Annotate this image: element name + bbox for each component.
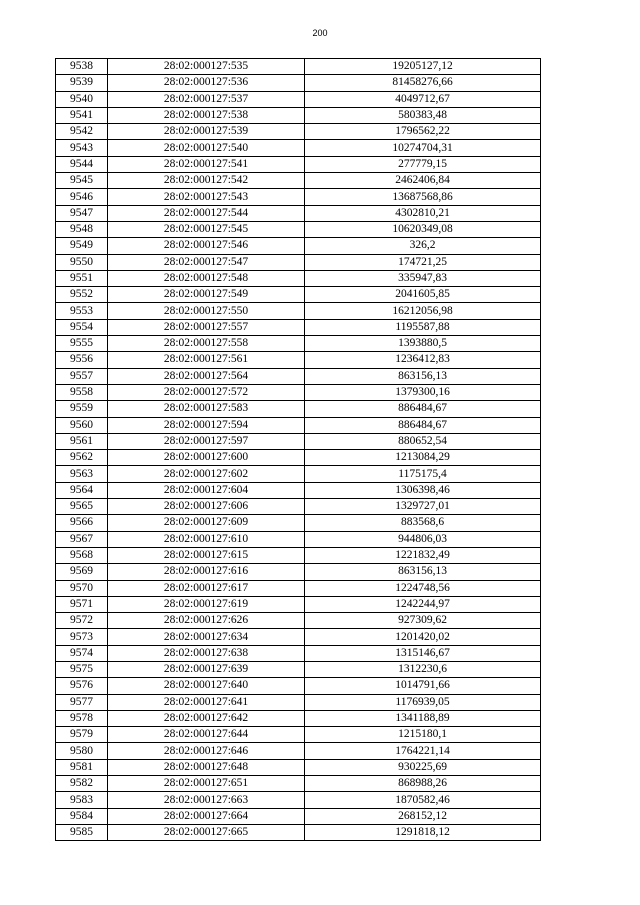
row-number-cell: 9543 <box>56 140 108 156</box>
value-cell: 277779,15 <box>305 156 541 172</box>
cadastral-number-cell: 28:02:000127:541 <box>108 156 305 172</box>
value-cell: 16212056,98 <box>305 303 541 319</box>
row-number-cell: 9540 <box>56 91 108 107</box>
value-cell: 927309,62 <box>305 613 541 629</box>
row-number-cell: 9552 <box>56 287 108 303</box>
row-number-cell: 9541 <box>56 107 108 123</box>
value-cell: 4049712,67 <box>305 91 541 107</box>
row-number-cell: 9576 <box>56 678 108 694</box>
row-number-cell: 9582 <box>56 776 108 792</box>
table-row <box>56 792 541 808</box>
table-row <box>56 401 541 417</box>
table-row <box>56 238 541 254</box>
table-row <box>56 776 541 792</box>
row-number-cell: 9565 <box>56 499 108 515</box>
row-number-cell: 9562 <box>56 450 108 466</box>
row-number-cell: 9584 <box>56 808 108 824</box>
table-row <box>56 336 541 352</box>
row-number-cell: 9557 <box>56 368 108 384</box>
table-row <box>56 156 541 172</box>
cadastral-number-cell: 28:02:000127:561 <box>108 352 305 368</box>
row-number-cell: 9563 <box>56 466 108 482</box>
value-cell: 1014791,66 <box>305 678 541 694</box>
cadastral-number-cell: 28:02:000127:549 <box>108 287 305 303</box>
cadastral-number-cell: 28:02:000127:545 <box>108 221 305 237</box>
cadastral-number-cell: 28:02:000127:546 <box>108 238 305 254</box>
value-cell: 1329727,01 <box>305 499 541 515</box>
row-number-cell: 9539 <box>56 75 108 91</box>
cadastral-number-cell: 28:02:000127:537 <box>108 91 305 107</box>
cadastral-number-cell: 28:02:000127:604 <box>108 482 305 498</box>
cadastral-number-cell: 28:02:000127:638 <box>108 645 305 661</box>
row-number-cell: 9560 <box>56 417 108 433</box>
value-cell: 1341188,89 <box>305 710 541 726</box>
row-number-cell: 9569 <box>56 564 108 580</box>
value-cell: 863156,13 <box>305 368 541 384</box>
row-number-cell: 9546 <box>56 189 108 205</box>
row-number-cell: 9579 <box>56 727 108 743</box>
value-cell: 174721,25 <box>305 254 541 270</box>
row-number-cell: 9555 <box>56 336 108 352</box>
cadastral-number-cell: 28:02:000127:583 <box>108 401 305 417</box>
value-cell: 944806,03 <box>305 531 541 547</box>
row-number-cell: 9559 <box>56 401 108 417</box>
cadastral-number-cell: 28:02:000127:544 <box>108 205 305 221</box>
value-cell: 1379300,16 <box>305 384 541 400</box>
table-row <box>56 727 541 743</box>
cadastral-number-cell: 28:02:000127:550 <box>108 303 305 319</box>
row-number-cell: 9545 <box>56 173 108 189</box>
row-number-cell: 9550 <box>56 254 108 270</box>
value-cell: 880652,54 <box>305 433 541 449</box>
table-row <box>56 580 541 596</box>
row-number-cell: 9556 <box>56 352 108 368</box>
table-row <box>56 75 541 91</box>
page-number: 200 <box>312 28 328 38</box>
table-row <box>56 694 541 710</box>
cadastral-number-cell: 28:02:000127:640 <box>108 678 305 694</box>
table-row <box>56 678 541 694</box>
row-number-cell: 9544 <box>56 156 108 172</box>
cadastral-number-cell: 28:02:000127:602 <box>108 466 305 482</box>
cadastral-number-cell: 28:02:000127:610 <box>108 531 305 547</box>
row-number-cell: 9548 <box>56 221 108 237</box>
table-row <box>56 482 541 498</box>
table-row <box>56 368 541 384</box>
table-row <box>56 466 541 482</box>
cadastral-number-cell: 28:02:000127:641 <box>108 694 305 710</box>
row-number-cell: 9567 <box>56 531 108 547</box>
cadastral-number-cell: 28:02:000127:664 <box>108 808 305 824</box>
table-row <box>56 91 541 107</box>
value-cell: 335947,83 <box>305 270 541 286</box>
cadastral-number-cell: 28:02:000127:538 <box>108 107 305 123</box>
value-cell: 930225,69 <box>305 759 541 775</box>
value-cell: 10274704,31 <box>305 140 541 156</box>
cadastral-number-cell: 28:02:000127:616 <box>108 564 305 580</box>
row-number-cell: 9578 <box>56 710 108 726</box>
value-cell: 1221832,49 <box>305 547 541 563</box>
row-number-cell: 9583 <box>56 792 108 808</box>
value-cell: 1236412,83 <box>305 352 541 368</box>
table-row <box>56 710 541 726</box>
table-row <box>56 107 541 123</box>
row-number-cell: 9585 <box>56 824 108 840</box>
table-row <box>56 515 541 531</box>
table-row <box>56 547 541 563</box>
row-number-cell: 9581 <box>56 759 108 775</box>
cadastral-number-cell: 28:02:000127:617 <box>108 580 305 596</box>
cadastral-number-cell: 28:02:000127:642 <box>108 710 305 726</box>
table-row <box>56 661 541 677</box>
table-row <box>56 254 541 270</box>
table-row <box>56 824 541 840</box>
cadastral-number-cell: 28:02:000127:597 <box>108 433 305 449</box>
table-row <box>56 319 541 335</box>
cadastral-number-cell: 28:02:000127:639 <box>108 661 305 677</box>
value-cell: 1796562,22 <box>305 124 541 140</box>
row-number-cell: 9568 <box>56 547 108 563</box>
table-row <box>56 384 541 400</box>
row-number-cell: 9549 <box>56 238 108 254</box>
table-row <box>56 531 541 547</box>
value-cell: 1315146,67 <box>305 645 541 661</box>
value-cell: 1306398,46 <box>305 482 541 498</box>
table-row <box>56 352 541 368</box>
value-cell: 886484,67 <box>305 417 541 433</box>
table-row <box>56 596 541 612</box>
table-row <box>56 205 541 221</box>
cadastral-number-cell: 28:02:000127:619 <box>108 596 305 612</box>
value-cell: 268152,12 <box>305 808 541 824</box>
value-cell: 2462406,84 <box>305 173 541 189</box>
value-cell: 4302810,21 <box>305 205 541 221</box>
table-row <box>56 759 541 775</box>
row-number-cell: 9577 <box>56 694 108 710</box>
cadastral-number-cell: 28:02:000127:547 <box>108 254 305 270</box>
value-cell: 1393880,5 <box>305 336 541 352</box>
value-cell: 81458276,66 <box>305 75 541 91</box>
value-cell: 10620349,08 <box>305 221 541 237</box>
cadastral-number-cell: 28:02:000127:557 <box>108 319 305 335</box>
row-number-cell: 9566 <box>56 515 108 531</box>
table-row <box>56 140 541 156</box>
row-number-cell: 9570 <box>56 580 108 596</box>
value-cell: 2041605,85 <box>305 287 541 303</box>
value-cell: 863156,13 <box>305 564 541 580</box>
cadastral-number-cell: 28:02:000127:665 <box>108 824 305 840</box>
table-row <box>56 645 541 661</box>
cadastral-number-cell: 28:02:000127:572 <box>108 384 305 400</box>
cadastral-number-cell: 28:02:000127:536 <box>108 75 305 91</box>
cadastral-value-table <box>55 58 541 841</box>
cadastral-number-cell: 28:02:000127:600 <box>108 450 305 466</box>
row-number-cell: 9558 <box>56 384 108 400</box>
value-cell: 1312230,6 <box>305 661 541 677</box>
cadastral-number-cell: 28:02:000127:543 <box>108 189 305 205</box>
row-number-cell: 9547 <box>56 205 108 221</box>
value-cell: 1224748,56 <box>305 580 541 596</box>
cadastral-number-cell: 28:02:000127:646 <box>108 743 305 759</box>
row-number-cell: 9561 <box>56 433 108 449</box>
cadastral-number-cell: 28:02:000127:648 <box>108 759 305 775</box>
value-cell: 868988,26 <box>305 776 541 792</box>
row-number-cell: 9564 <box>56 482 108 498</box>
table-row <box>56 303 541 319</box>
table-row <box>56 417 541 433</box>
table-row <box>56 499 541 515</box>
cadastral-number-cell: 28:02:000127:663 <box>108 792 305 808</box>
value-cell: 1764221,14 <box>305 743 541 759</box>
row-number-cell: 9542 <box>56 124 108 140</box>
row-number-cell: 9575 <box>56 661 108 677</box>
table-row <box>56 221 541 237</box>
cadastral-number-cell: 28:02:000127:540 <box>108 140 305 156</box>
value-cell: 1201420,02 <box>305 629 541 645</box>
cadastral-number-cell: 28:02:000127:615 <box>108 547 305 563</box>
row-number-cell: 9580 <box>56 743 108 759</box>
table-row <box>56 124 541 140</box>
cadastral-number-cell: 28:02:000127:564 <box>108 368 305 384</box>
value-cell: 1213084,29 <box>305 450 541 466</box>
cadastral-number-cell: 28:02:000127:542 <box>108 173 305 189</box>
value-cell: 1242244,97 <box>305 596 541 612</box>
table-row <box>56 59 541 75</box>
table-row <box>56 287 541 303</box>
value-cell: 1195587,88 <box>305 319 541 335</box>
value-cell: 883568,6 <box>305 515 541 531</box>
table-row <box>56 613 541 629</box>
row-number-cell: 9554 <box>56 319 108 335</box>
value-cell: 13687568,86 <box>305 189 541 205</box>
table-body <box>56 59 541 841</box>
cadastral-number-cell: 28:02:000127:594 <box>108 417 305 433</box>
table-row <box>56 189 541 205</box>
table-row <box>56 173 541 189</box>
value-cell: 1215180,1 <box>305 727 541 743</box>
value-cell: 1291818,12 <box>305 824 541 840</box>
cadastral-number-cell: 28:02:000127:539 <box>108 124 305 140</box>
value-cell: 19205127,12 <box>305 59 541 75</box>
row-number-cell: 9572 <box>56 613 108 629</box>
cadastral-number-cell: 28:02:000127:634 <box>108 629 305 645</box>
row-number-cell: 9538 <box>56 59 108 75</box>
value-cell: 326,2 <box>305 238 541 254</box>
value-cell: 1870582,46 <box>305 792 541 808</box>
row-number-cell: 9553 <box>56 303 108 319</box>
cadastral-number-cell: 28:02:000127:651 <box>108 776 305 792</box>
row-number-cell: 9574 <box>56 645 108 661</box>
cadastral-number-cell: 28:02:000127:535 <box>108 59 305 75</box>
row-number-cell: 9551 <box>56 270 108 286</box>
value-cell: 1175175,4 <box>305 466 541 482</box>
cadastral-number-cell: 28:02:000127:609 <box>108 515 305 531</box>
row-number-cell: 9571 <box>56 596 108 612</box>
cadastral-number-cell: 28:02:000127:644 <box>108 727 305 743</box>
value-cell: 886484,67 <box>305 401 541 417</box>
cadastral-number-cell: 28:02:000127:626 <box>108 613 305 629</box>
value-cell: 1176939,05 <box>305 694 541 710</box>
cadastral-number-cell: 28:02:000127:606 <box>108 499 305 515</box>
table-row <box>56 808 541 824</box>
value-cell: 580383,48 <box>305 107 541 123</box>
row-number-cell: 9573 <box>56 629 108 645</box>
cadastral-number-cell: 28:02:000127:558 <box>108 336 305 352</box>
table-row <box>56 433 541 449</box>
cadastral-number-cell: 28:02:000127:548 <box>108 270 305 286</box>
table-row <box>56 270 541 286</box>
table-row <box>56 743 541 759</box>
table-row <box>56 450 541 466</box>
table-row <box>56 629 541 645</box>
table-row <box>56 564 541 580</box>
